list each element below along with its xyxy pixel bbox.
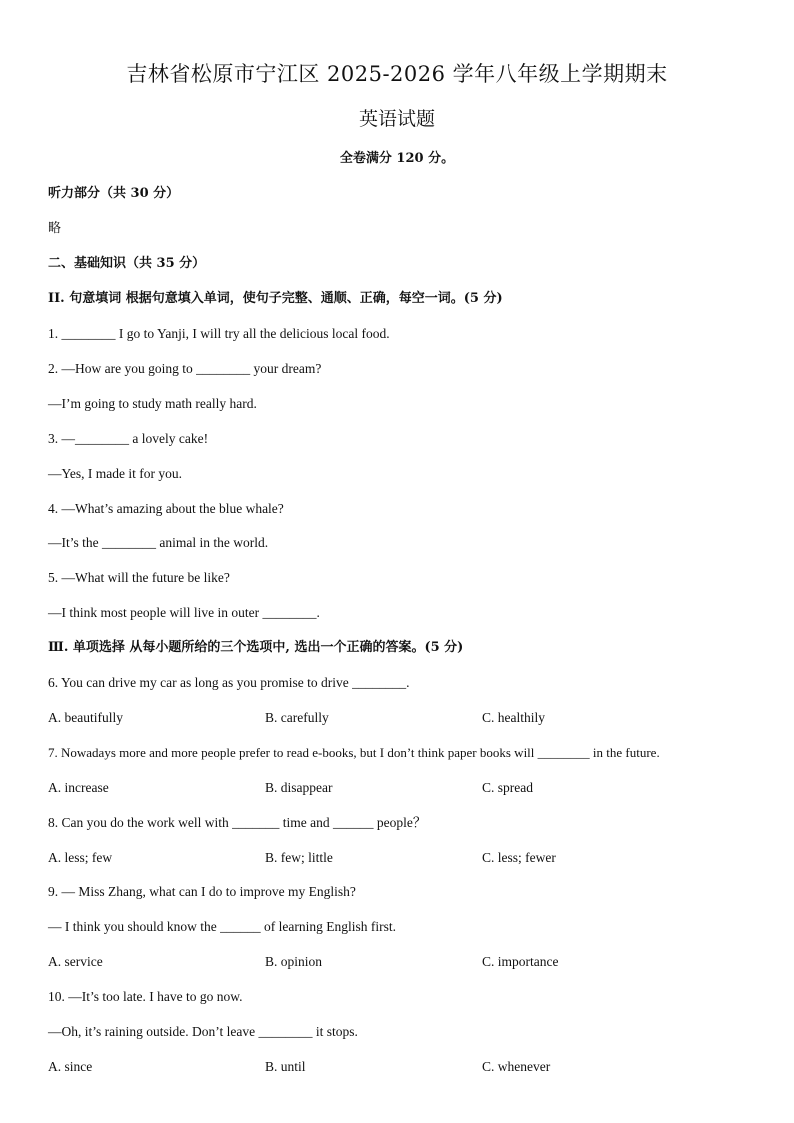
- question-line: 3. —________ a lovely cake!: [48, 431, 209, 446]
- answer-line: —Yes, I made it for you.: [48, 466, 182, 481]
- question-line: 5. —What will the future be like?: [48, 570, 230, 585]
- exam-subtitle: 英语试题: [358, 108, 435, 130]
- option-c: C. importance: [482, 954, 559, 969]
- option-a: A. beautifully: [48, 710, 123, 725]
- answer-line: —I think most people will live in outer ________.: [48, 605, 320, 620]
- question-stem: 9. — Miss Zhang, what can I do to improve my English?: [48, 884, 356, 899]
- option-c: C. healthily: [482, 710, 545, 725]
- question-stem: 6. You can drive my car as long as you promise to drive ________.: [48, 675, 410, 690]
- option-a: A. service: [48, 954, 103, 969]
- question-line: 1. ________ I go to Yanji, I will try all the delicious local food.: [48, 326, 390, 341]
- option-a: A. since: [48, 1059, 93, 1074]
- listening-note: 略: [48, 221, 62, 236]
- question-stem: —Oh, it’s raining outside. Don’t leave ________ it stops.: [48, 1024, 358, 1039]
- answer-line: —It’s the ________ animal in the world.: [48, 535, 269, 550]
- option-b: B. few; little: [265, 850, 333, 865]
- section3-heading: Ⅲ. 单项选择 从每小题所给的三个选项中, 选出一个正确的答案。(5 分): [48, 640, 464, 655]
- listening-heading: 听力部分（共 30 分）: [48, 186, 180, 201]
- option-b: B. opinion: [265, 954, 323, 969]
- option-a: A. increase: [48, 780, 109, 795]
- full-score-note: 全卷满分 120 分。: [339, 151, 455, 166]
- question-line: 2. —How are you going to ________ your dream?: [48, 361, 322, 376]
- option-b: B. until: [265, 1059, 306, 1074]
- section2-heading: II. 句意填词 根据句意填入单词，使句子完整、通顺、正确，每空一词。(5 分): [48, 291, 503, 306]
- option-c: C. less; fewer: [482, 850, 556, 865]
- option-a: A. less; few: [48, 850, 113, 865]
- exam-title: 吉林省松原市宁江区 2025-2026 学年八年级上学期期末: [126, 62, 668, 86]
- option-b: B. disappear: [265, 780, 333, 795]
- question-stem: 7. Nowadays more and more people prefer to read e-books, but I don’t think paper books will ________ in the future.: [48, 745, 660, 760]
- option-c: C. whenever: [482, 1059, 551, 1074]
- option-c: C. spread: [482, 780, 533, 795]
- option-b: B. carefully: [265, 710, 329, 725]
- question-stem: — I think you should know the ______ of learning English first.: [48, 919, 396, 934]
- question-line: 4. —What’s amazing about the blue whale?: [48, 501, 284, 516]
- question-stem: 10. —It’s too late. I have to go now.: [48, 989, 243, 1004]
- part2-heading: 二、基础知识（共 35 分）: [48, 256, 206, 271]
- answer-line: —I’m going to study math really hard.: [48, 396, 257, 411]
- question-stem: 8. Can you do the work well with _______ time and ______ people？: [48, 815, 427, 830]
